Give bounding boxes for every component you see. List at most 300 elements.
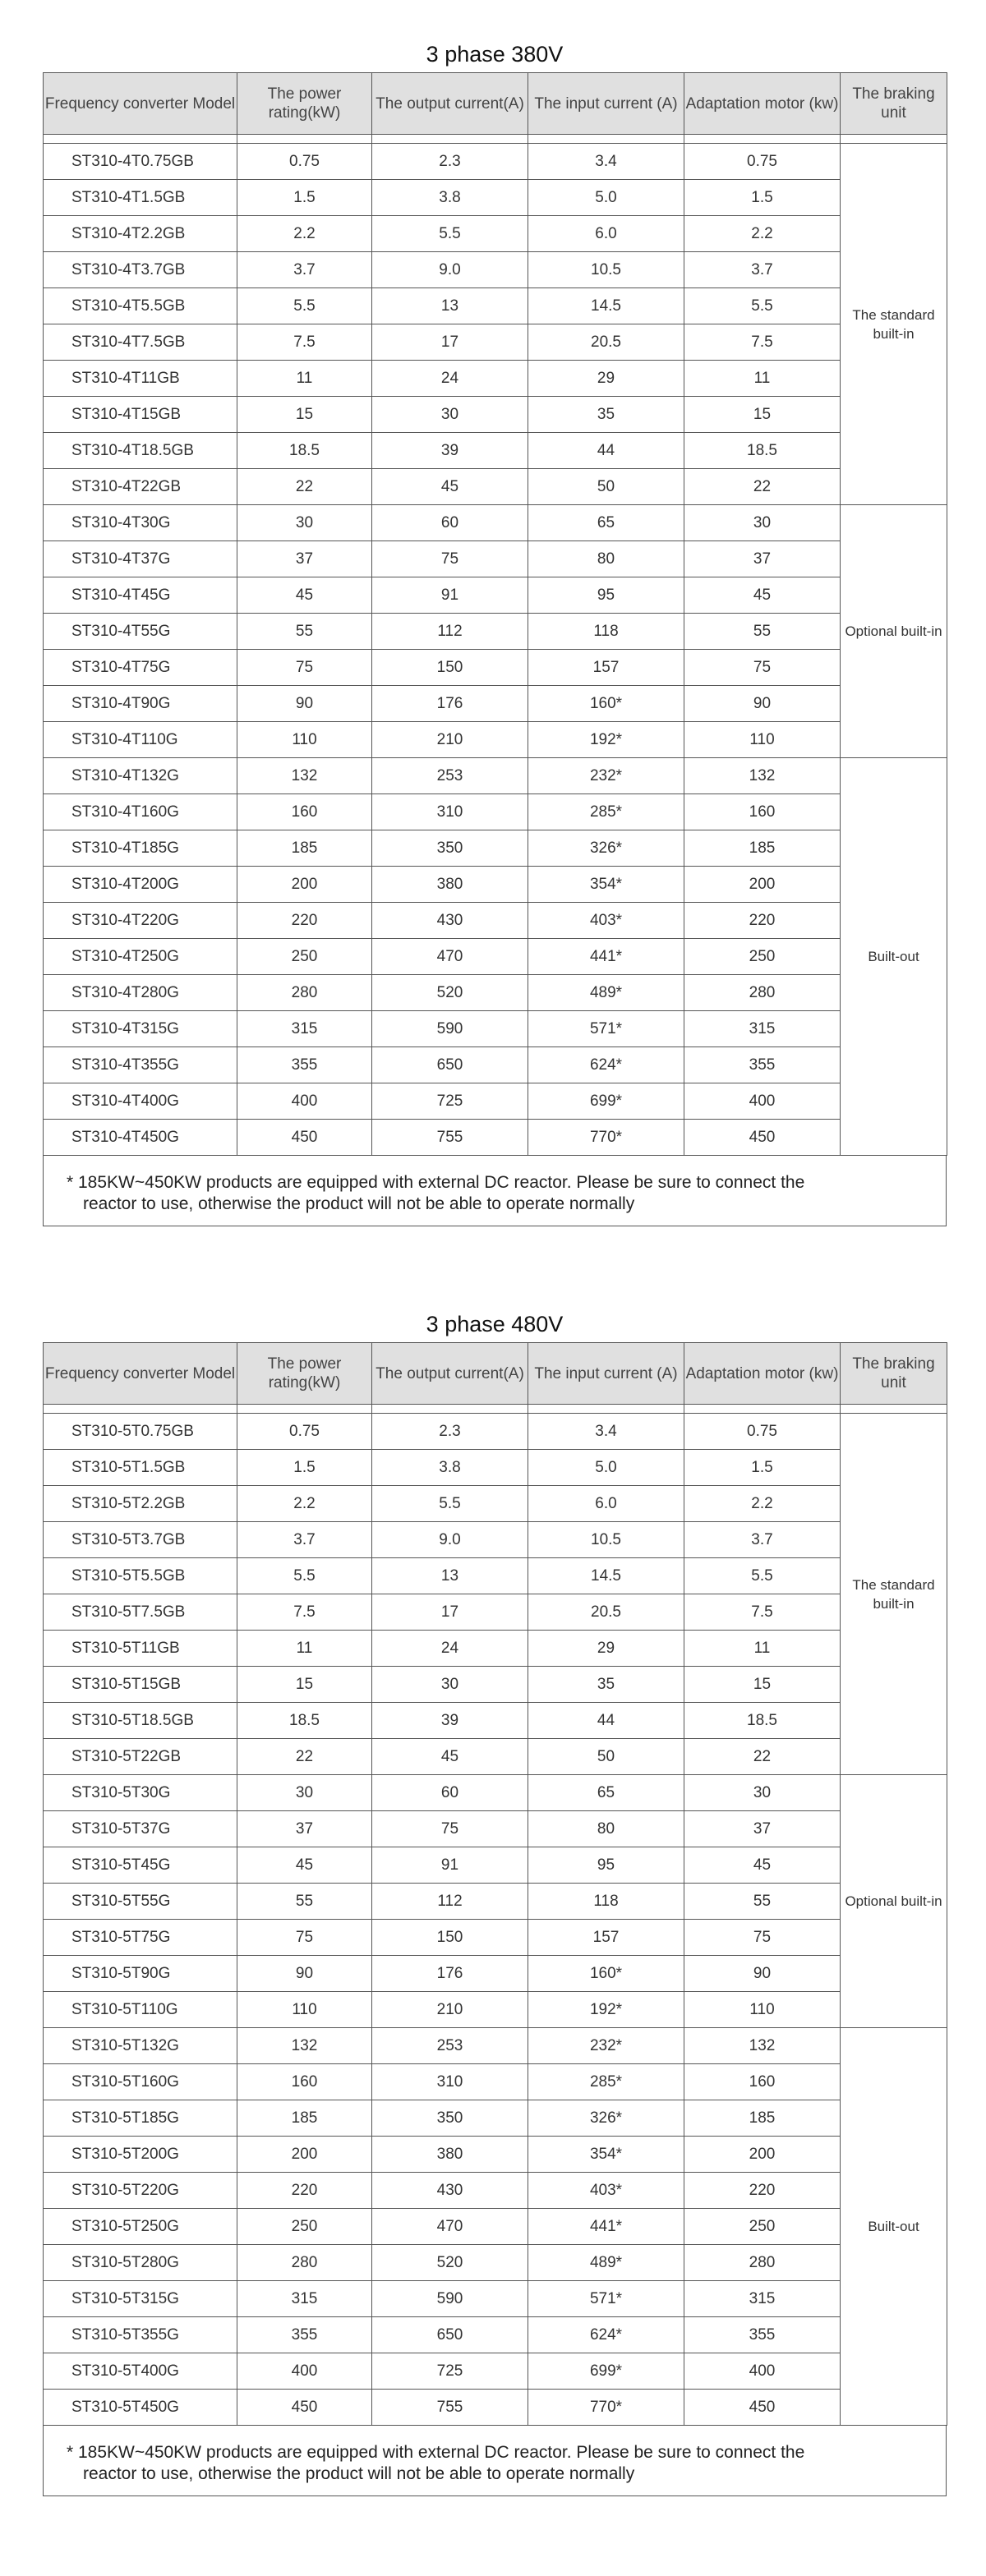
- cell-braking-unit: Built-out: [841, 2028, 947, 2426]
- cell-output-current: 176: [372, 686, 528, 722]
- table-row: [44, 1631, 947, 1667]
- cell-input-current: 5.0: [528, 180, 684, 216]
- cell-input-current: 44: [528, 1703, 684, 1739]
- table-row: [44, 1083, 947, 1120]
- table-row: [44, 2173, 947, 2209]
- spacer-cell: [528, 135, 684, 144]
- cell-motor: 90: [684, 1956, 841, 1992]
- cell-power: 280: [237, 975, 372, 1011]
- cell-model: ST310-4T30G: [44, 505, 237, 541]
- table-row: [44, 1558, 947, 1594]
- table-row: [44, 939, 947, 975]
- cell-output-current: 5.5: [372, 1486, 528, 1522]
- cell-model: ST310-5T75G: [44, 1920, 237, 1956]
- cell-power: 45: [237, 577, 372, 614]
- cell-input-current: 20.5: [528, 1594, 684, 1631]
- header-output-current: The output current(A): [372, 1343, 528, 1405]
- cell-motor: 220: [684, 903, 841, 939]
- cell-model: ST310-4T5.5GB: [44, 288, 237, 324]
- table-row: [44, 1739, 947, 1775]
- cell-power: 400: [237, 1083, 372, 1120]
- cell-model: ST310-5T450G: [44, 2390, 237, 2426]
- table-section-380v: [43, 36, 947, 1226]
- cell-motor: 15: [684, 397, 841, 433]
- table-row: [44, 686, 947, 722]
- table-row: [44, 577, 947, 614]
- cell-motor: 1.5: [684, 1450, 841, 1486]
- cell-input-current: 192*: [528, 1992, 684, 2028]
- cell-motor: 0.75: [684, 144, 841, 180]
- cell-output-current: 755: [372, 1120, 528, 1156]
- cell-model: ST310-4T250G: [44, 939, 237, 975]
- cell-braking-unit: Built-out: [841, 758, 947, 1156]
- cell-power: 160: [237, 794, 372, 830]
- table-title: 3 phase 480V: [426, 1312, 564, 1336]
- cell-output-current: 430: [372, 2173, 528, 2209]
- cell-input-current: 80: [528, 1811, 684, 1847]
- cell-input-current: 10.5: [528, 1522, 684, 1558]
- cell-model: ST310-5T11GB: [44, 1631, 237, 1667]
- cell-input-current: 489*: [528, 2245, 684, 2281]
- cell-output-current: 112: [372, 1884, 528, 1920]
- spacer-row: [44, 1405, 947, 1414]
- footnote: [43, 1156, 947, 1226]
- table-row: [44, 614, 947, 650]
- table-row: [44, 2137, 947, 2173]
- cell-power: 7.5: [237, 324, 372, 361]
- cell-input-current: 232*: [528, 2028, 684, 2064]
- cell-input-current: 5.0: [528, 1450, 684, 1486]
- cell-output-current: 210: [372, 722, 528, 758]
- cell-input-current: 160*: [528, 686, 684, 722]
- cell-input-current: 571*: [528, 2281, 684, 2317]
- table-row: [44, 1703, 947, 1739]
- cell-power: 220: [237, 2173, 372, 2209]
- table-row: [44, 2064, 947, 2100]
- cell-model: ST310-4T185G: [44, 830, 237, 867]
- cell-model: ST310-5T30G: [44, 1775, 237, 1811]
- cell-power: 45: [237, 1847, 372, 1884]
- cell-model: ST310-5T22GB: [44, 1739, 237, 1775]
- spacer-cell: [44, 135, 237, 144]
- cell-input-current: 624*: [528, 1047, 684, 1083]
- cell-motor: 185: [684, 2100, 841, 2137]
- cell-output-current: 91: [372, 1847, 528, 1884]
- cell-input-current: 44: [528, 433, 684, 469]
- cell-input-current: 354*: [528, 2137, 684, 2173]
- table-row: [44, 1847, 947, 1884]
- cell-output-current: 380: [372, 867, 528, 903]
- cell-output-current: 3.8: [372, 1450, 528, 1486]
- cell-output-current: 590: [372, 1011, 528, 1047]
- cell-power: 55: [237, 1884, 372, 1920]
- table-row: [44, 324, 947, 361]
- table-row: [44, 180, 947, 216]
- cell-output-current: 13: [372, 1558, 528, 1594]
- cell-input-current: 157: [528, 1920, 684, 1956]
- cell-output-current: 310: [372, 2064, 528, 2100]
- cell-model: ST310-4T3.7GB: [44, 252, 237, 288]
- cell-model: ST310-5T7.5GB: [44, 1594, 237, 1631]
- cell-power: 75: [237, 650, 372, 686]
- table-row: [44, 1992, 947, 2028]
- cell-motor: 110: [684, 722, 841, 758]
- table-row: [44, 1811, 947, 1847]
- cell-model: ST310-5T55G: [44, 1884, 237, 1920]
- cell-power: 0.75: [237, 1414, 372, 1450]
- table-row: [44, 1047, 947, 1083]
- cell-motor: 400: [684, 2353, 841, 2390]
- cell-power: 185: [237, 2100, 372, 2137]
- cell-power: 37: [237, 1811, 372, 1847]
- cell-output-current: 30: [372, 1667, 528, 1703]
- table-row: [44, 1667, 947, 1703]
- cell-input-current: 35: [528, 1667, 684, 1703]
- cell-input-current: 95: [528, 577, 684, 614]
- cell-input-current: 232*: [528, 758, 684, 794]
- cell-output-current: 380: [372, 2137, 528, 2173]
- spacer-cell: [841, 1405, 947, 1414]
- cell-input-current: 118: [528, 1884, 684, 1920]
- cell-output-current: 2.3: [372, 1414, 528, 1450]
- cell-power: 0.75: [237, 144, 372, 180]
- cell-model: ST310-5T110G: [44, 1992, 237, 2028]
- cell-motor: 0.75: [684, 1414, 841, 1450]
- cell-model: ST310-4T355G: [44, 1047, 237, 1083]
- cell-input-current: 699*: [528, 2353, 684, 2390]
- cell-power: 355: [237, 2317, 372, 2353]
- cell-model: ST310-5T160G: [44, 2064, 237, 2100]
- cell-motor: 7.5: [684, 324, 841, 361]
- table-row: [44, 1884, 947, 1920]
- cell-output-current: 210: [372, 1992, 528, 2028]
- cell-model: ST310-5T0.75GB: [44, 1414, 237, 1450]
- cell-motor: 280: [684, 975, 841, 1011]
- cell-model: ST310-5T37G: [44, 1811, 237, 1847]
- cell-model: ST310-4T280G: [44, 975, 237, 1011]
- table-row: [44, 794, 947, 830]
- cell-model: ST310-5T2.2GB: [44, 1486, 237, 1522]
- cell-output-current: 24: [372, 1631, 528, 1667]
- header-row: [44, 1343, 947, 1405]
- footnote-line-1: * 185KW~450KW products are equipped with external DC reactor. Please be sure to connect the: [67, 2443, 805, 2462]
- cell-power: 11: [237, 361, 372, 397]
- cell-model: ST310-4T45G: [44, 577, 237, 614]
- spacer-cell: [372, 135, 528, 144]
- cell-model: ST310-4T1.5GB: [44, 180, 237, 216]
- cell-model: ST310-4T200G: [44, 867, 237, 903]
- cell-motor: 2.2: [684, 216, 841, 252]
- cell-power: 315: [237, 2281, 372, 2317]
- table-row: [44, 1011, 947, 1047]
- cell-motor: 5.5: [684, 288, 841, 324]
- cell-power: 160: [237, 2064, 372, 2100]
- cell-input-current: 95: [528, 1847, 684, 1884]
- cell-power: 90: [237, 1956, 372, 1992]
- cell-input-current: 65: [528, 505, 684, 541]
- cell-model: ST310-5T90G: [44, 1956, 237, 1992]
- table-row: [44, 975, 947, 1011]
- cell-motor: 22: [684, 469, 841, 505]
- cell-motor: 30: [684, 505, 841, 541]
- table-row: [44, 830, 947, 867]
- cell-input-current: 160*: [528, 1956, 684, 1992]
- cell-input-current: 624*: [528, 2317, 684, 2353]
- cell-model: ST310-5T220G: [44, 2173, 237, 2209]
- cell-input-current: 6.0: [528, 1486, 684, 1522]
- table-title: 3 phase 380V: [426, 42, 564, 67]
- table-row: [44, 252, 947, 288]
- cell-input-current: 50: [528, 469, 684, 505]
- table-row: [44, 361, 947, 397]
- cell-power: 75: [237, 1920, 372, 1956]
- spacer-cell: [372, 1405, 528, 1414]
- cell-output-current: 75: [372, 1811, 528, 1847]
- table-row: [44, 1414, 947, 1450]
- cell-input-current: 489*: [528, 975, 684, 1011]
- cell-motor: 37: [684, 1811, 841, 1847]
- table-row: [44, 1956, 947, 1992]
- table-row: [44, 288, 947, 324]
- cell-motor: 450: [684, 2390, 841, 2426]
- cell-motor: 220: [684, 2173, 841, 2209]
- cell-power: 2.2: [237, 1486, 372, 1522]
- table-row: [44, 722, 947, 758]
- cell-output-current: 24: [372, 361, 528, 397]
- cell-output-current: 39: [372, 433, 528, 469]
- cell-input-current: 65: [528, 1775, 684, 1811]
- cell-motor: 2.2: [684, 1486, 841, 1522]
- cell-motor: 55: [684, 614, 841, 650]
- table-row: [44, 505, 947, 541]
- cell-motor: 250: [684, 2209, 841, 2245]
- cell-input-current: 6.0: [528, 216, 684, 252]
- table-row: [44, 541, 947, 577]
- cell-motor: 250: [684, 939, 841, 975]
- table-row: [44, 2317, 947, 2353]
- table-row: [44, 1522, 947, 1558]
- cell-power: 22: [237, 469, 372, 505]
- cell-output-current: 350: [372, 830, 528, 867]
- header-motor: Adaptation motor (kw): [684, 1343, 841, 1405]
- cell-output-current: 3.8: [372, 180, 528, 216]
- cell-power: 5.5: [237, 288, 372, 324]
- cell-motor: 5.5: [684, 1558, 841, 1594]
- cell-power: 200: [237, 867, 372, 903]
- cell-input-current: 441*: [528, 939, 684, 975]
- cell-output-current: 470: [372, 939, 528, 975]
- cell-power: 37: [237, 541, 372, 577]
- cell-model: ST310-4T18.5GB: [44, 433, 237, 469]
- cell-power: 110: [237, 722, 372, 758]
- cell-model: ST310-5T355G: [44, 2317, 237, 2353]
- cell-output-current: 755: [372, 2390, 528, 2426]
- cell-braking-unit: The standard built-in: [841, 144, 947, 505]
- cell-power: 18.5: [237, 433, 372, 469]
- table-row: [44, 433, 947, 469]
- table-section-480v: [43, 1306, 947, 2496]
- cell-output-current: 470: [372, 2209, 528, 2245]
- table-row: [44, 1775, 947, 1811]
- cell-power: 185: [237, 830, 372, 867]
- cell-input-current: 157: [528, 650, 684, 686]
- cell-motor: 45: [684, 577, 841, 614]
- spacer-cell: [841, 135, 947, 144]
- cell-motor: 75: [684, 650, 841, 686]
- cell-output-current: 91: [372, 577, 528, 614]
- cell-model: ST310-5T18.5GB: [44, 1703, 237, 1739]
- cell-output-current: 725: [372, 1083, 528, 1120]
- cell-power: 30: [237, 505, 372, 541]
- table-row: [44, 2245, 947, 2281]
- cell-output-current: 590: [372, 2281, 528, 2317]
- table-row: [44, 216, 947, 252]
- cell-motor: 400: [684, 1083, 841, 1120]
- cell-output-current: 350: [372, 2100, 528, 2137]
- cell-motor: 450: [684, 1120, 841, 1156]
- table-row: [44, 867, 947, 903]
- cell-power: 1.5: [237, 1450, 372, 1486]
- cell-output-current: 75: [372, 541, 528, 577]
- table-row: [44, 1120, 947, 1156]
- table-row: [44, 1486, 947, 1522]
- spacer-cell: [684, 1405, 841, 1414]
- cell-motor: 30: [684, 1775, 841, 1811]
- cell-power: 3.7: [237, 1522, 372, 1558]
- cell-motor: 355: [684, 1047, 841, 1083]
- cell-model: ST310-4T90G: [44, 686, 237, 722]
- cell-input-current: 441*: [528, 2209, 684, 2245]
- cell-input-current: 3.4: [528, 1414, 684, 1450]
- cell-power: 280: [237, 2245, 372, 2281]
- cell-power: 220: [237, 903, 372, 939]
- cell-input-current: 35: [528, 397, 684, 433]
- header-model: Frequency converter Model: [44, 1343, 237, 1405]
- table-row: [44, 2100, 947, 2137]
- cell-motor: 3.7: [684, 252, 841, 288]
- cell-model: ST310-4T55G: [44, 614, 237, 650]
- cell-model: ST310-5T45G: [44, 1847, 237, 1884]
- table-row: [44, 903, 947, 939]
- cell-braking-unit: The standard built-in: [841, 1414, 947, 1775]
- cell-motor: 45: [684, 1847, 841, 1884]
- cell-model: ST310-5T132G: [44, 2028, 237, 2064]
- cell-power: 110: [237, 1992, 372, 2028]
- header-model: Frequency converter Model: [44, 73, 237, 135]
- table-row: [44, 397, 947, 433]
- cell-power: 11: [237, 1631, 372, 1667]
- cell-output-current: 39: [372, 1703, 528, 1739]
- cell-motor: 7.5: [684, 1594, 841, 1631]
- cell-motor: 18.5: [684, 433, 841, 469]
- cell-model: ST310-5T315G: [44, 2281, 237, 2317]
- cell-input-current: 10.5: [528, 252, 684, 288]
- cell-motor: 22: [684, 1739, 841, 1775]
- cell-model: ST310-5T250G: [44, 2209, 237, 2245]
- cell-model: ST310-4T220G: [44, 903, 237, 939]
- cell-power: 7.5: [237, 1594, 372, 1631]
- cell-power: 15: [237, 397, 372, 433]
- cell-model: ST310-4T110G: [44, 722, 237, 758]
- cell-power: 400: [237, 2353, 372, 2390]
- cell-motor: 15: [684, 1667, 841, 1703]
- cell-output-current: 150: [372, 1920, 528, 1956]
- header-power: The power rating(kW): [237, 1343, 372, 1405]
- cell-model: ST310-5T200G: [44, 2137, 237, 2173]
- table-row: [44, 2209, 947, 2245]
- cell-output-current: 520: [372, 975, 528, 1011]
- cell-power: 30: [237, 1775, 372, 1811]
- cell-model: ST310-5T185G: [44, 2100, 237, 2137]
- header-input-current: The input current (A): [528, 73, 684, 135]
- footnote: [43, 2426, 947, 2496]
- cell-model: ST310-5T400G: [44, 2353, 237, 2390]
- cell-power: 90: [237, 686, 372, 722]
- cell-input-current: 20.5: [528, 324, 684, 361]
- cell-model: ST310-4T37G: [44, 541, 237, 577]
- cell-output-current: 650: [372, 1047, 528, 1083]
- cell-input-current: 770*: [528, 2390, 684, 2426]
- cell-input-current: 192*: [528, 722, 684, 758]
- cell-output-current: 9.0: [372, 252, 528, 288]
- cell-model: ST310-5T3.7GB: [44, 1522, 237, 1558]
- header-output-current: The output current(A): [372, 73, 528, 135]
- cell-power: 18.5: [237, 1703, 372, 1739]
- cell-output-current: 45: [372, 469, 528, 505]
- cell-power: 1.5: [237, 180, 372, 216]
- footnote-line-2: reactor to use, otherwise the product will not be able to operate normally: [83, 1194, 635, 1213]
- cell-input-current: 50: [528, 1739, 684, 1775]
- cell-output-current: 520: [372, 2245, 528, 2281]
- cell-motor: 11: [684, 361, 841, 397]
- cell-power: 5.5: [237, 1558, 372, 1594]
- cell-output-current: 253: [372, 2028, 528, 2064]
- cell-output-current: 253: [372, 758, 528, 794]
- cell-braking-unit: Optional built-in: [841, 1775, 947, 2028]
- cell-input-current: 699*: [528, 1083, 684, 1120]
- cell-motor: 1.5: [684, 180, 841, 216]
- cell-power: 2.2: [237, 216, 372, 252]
- footnote-line-1: * 185KW~450KW products are equipped with external DC reactor. Please be sure to connect the: [67, 1173, 805, 1192]
- cell-input-current: 3.4: [528, 144, 684, 180]
- table-row: [44, 1450, 947, 1486]
- header-braking: The braking unit: [841, 73, 947, 135]
- cell-motor: 11: [684, 1631, 841, 1667]
- cell-motor: 315: [684, 2281, 841, 2317]
- cell-output-current: 725: [372, 2353, 528, 2390]
- cell-power: 15: [237, 1667, 372, 1703]
- cell-output-current: 430: [372, 903, 528, 939]
- cell-input-current: 326*: [528, 830, 684, 867]
- table-row: [44, 144, 947, 180]
- cell-output-current: 9.0: [372, 1522, 528, 1558]
- spec-table: [43, 72, 947, 1156]
- spacer-cell: [237, 135, 372, 144]
- cell-motor: 18.5: [684, 1703, 841, 1739]
- cell-motor: 110: [684, 1992, 841, 2028]
- cell-output-current: 2.3: [372, 144, 528, 180]
- cell-input-current: 14.5: [528, 1558, 684, 1594]
- cell-model: ST310-4T315G: [44, 1011, 237, 1047]
- spacer-cell: [237, 1405, 372, 1414]
- header-braking: The braking unit: [841, 1343, 947, 1405]
- cell-power: 22: [237, 1739, 372, 1775]
- cell-output-current: 176: [372, 1956, 528, 1992]
- cell-motor: 355: [684, 2317, 841, 2353]
- cell-input-current: 354*: [528, 867, 684, 903]
- cell-output-current: 310: [372, 794, 528, 830]
- cell-motor: 280: [684, 2245, 841, 2281]
